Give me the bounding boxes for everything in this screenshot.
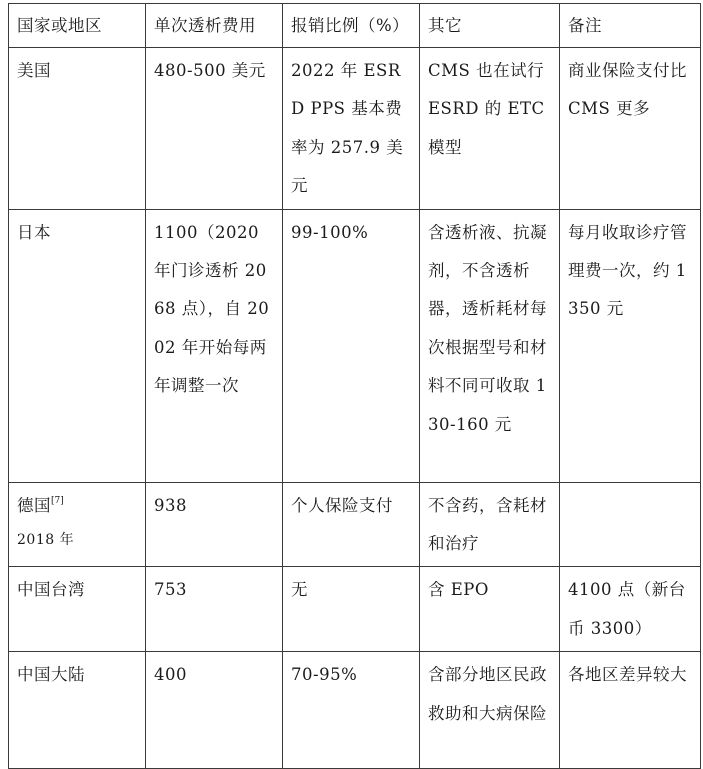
dialysis-cost-table xyxy=(8,3,701,769)
cell-reimbursement: 2022 年 ESRD PPS 基本费率为 257.9 美元 xyxy=(283,48,420,210)
header-row xyxy=(9,4,701,48)
header-region: 国家或地区 xyxy=(9,4,146,48)
cell-note: 4100 点（新台币 3300） xyxy=(560,567,701,652)
header-reimbursement: 报销比例（%） xyxy=(283,4,420,48)
cell-note: 各地区差异较大 xyxy=(560,652,701,769)
cell-cost: 480-500 美元 xyxy=(146,48,283,210)
table-row xyxy=(9,482,701,567)
region-name: 德国 xyxy=(17,495,51,515)
cell-reimbursement: 99-100% xyxy=(283,209,420,482)
cell-note: 每月收取诊疗管理费一次，约 1350 元 xyxy=(560,209,701,482)
cell-other: 含 EPO xyxy=(420,567,560,652)
cell-reimbursement: 个人保险支付 xyxy=(283,482,420,567)
cell-region: 中国大陆 xyxy=(9,652,146,769)
cell-other: 含部分地区民政救助和大病保险 xyxy=(420,652,560,769)
cell-cost: 753 xyxy=(146,567,283,652)
cell-cost: 1100（2020 年门诊透析 2068 点），自 2002 年开始每两年调整一次 xyxy=(146,209,283,482)
cell-note xyxy=(560,482,701,567)
cell-cost: 400 xyxy=(146,652,283,769)
table-row xyxy=(9,652,701,769)
table-row xyxy=(9,48,701,210)
cell-region: 美国 xyxy=(9,48,146,210)
cell-other: 含透析液、抗凝剂，不含透析器，透析耗材每次根据型号和材料不同可收取 130-160 元 xyxy=(420,209,560,482)
cell-other: 不含药，含耗材和治疗 xyxy=(420,482,560,567)
cell-region: 日本 xyxy=(9,209,146,482)
header-cost: 单次透析费用 xyxy=(146,4,283,48)
cell-note: 商业保险支付比 CMS 更多 xyxy=(560,48,701,210)
header-note: 备注 xyxy=(560,4,701,48)
cell-reimbursement: 70-95% xyxy=(283,652,420,769)
table-row xyxy=(9,209,701,482)
header-other: 其它 xyxy=(420,4,560,48)
cell-other: CMS 也在试行 ESRD 的 ETC 模型 xyxy=(420,48,560,210)
table-row xyxy=(9,567,701,652)
cell-region: 中国台湾 xyxy=(9,567,146,652)
citation-ref: [7] xyxy=(51,495,64,506)
region-year: 2018 年 xyxy=(17,532,75,549)
cell-region xyxy=(9,482,146,567)
cell-reimbursement: 无 xyxy=(283,567,420,652)
cell-cost: 938 xyxy=(146,482,283,567)
